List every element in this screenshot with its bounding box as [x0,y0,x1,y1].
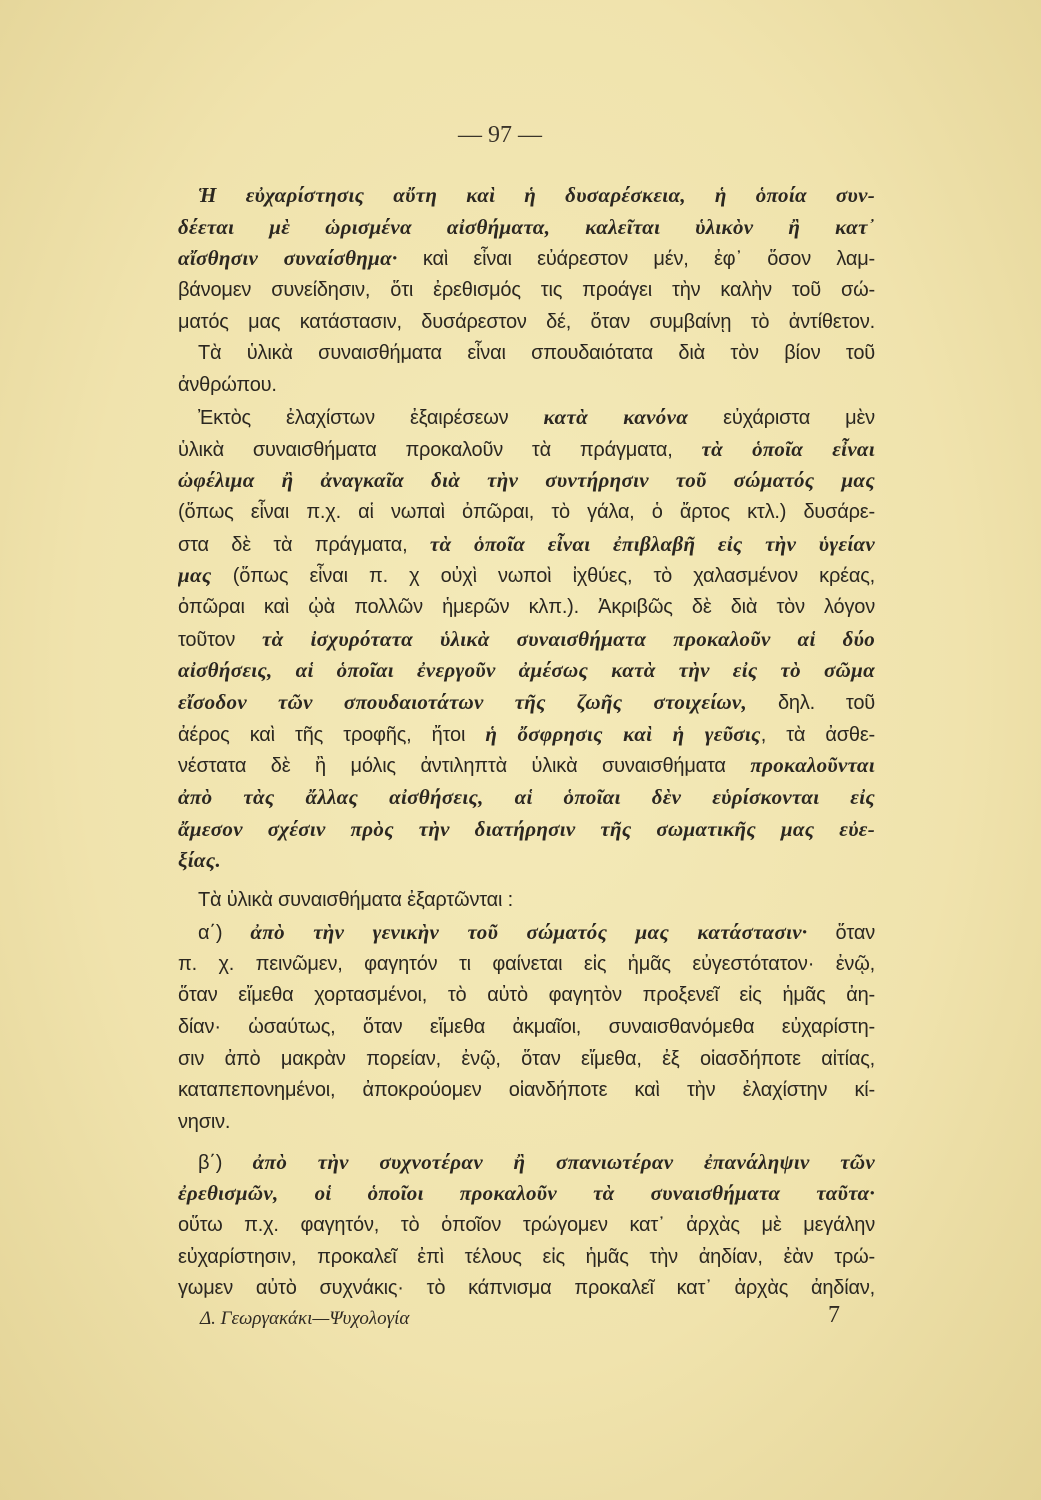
text-run: π. χ. πεινῶμεν, φαγητόν τι φαίνεται εἰς ἡμᾶς εὐγεστότατον· ἐνῷ, [178,952,875,975]
text-run: (ὅπως εἶναι π.χ. αἱ νωπαὶ ὀπῶραι, τὸ γάλα, ὁ ἄρτος κτλ.) δυσάρε- [178,500,875,523]
text-line [178,1012,875,1044]
text-line [178,434,875,466]
text-line [178,243,875,275]
text-run: Ἐκτὸς ἐλαχίστων ἐξαιρέσεων [198,406,544,429]
text-line [178,687,875,719]
text-line [178,624,875,656]
text-line [178,845,875,877]
text-line [178,560,875,592]
emphasized-text: ξίας. [178,848,221,873]
paragraph [178,180,875,338]
emphasized-text: τὰ ἰσχυρότατα ὑλικὰ συναισθήματα προκαλοῦν αἱ δύο [262,626,875,651]
text-line [178,592,875,624]
emphasized-text: προκαλοῦνται [750,753,875,778]
emphasized-text: ἀπὸ τὰς ἄλλας αἰσθήσεις, αἱ ὁποῖαι δὲν εὑρίσκονται εἰς [178,785,875,810]
text-line [178,1242,875,1274]
emphasized-text: ἡ ὄσφρησις καὶ ἡ γεῦσις [485,721,761,746]
emphasized-text: τὰ ὁποῖα εἶναι [701,436,875,461]
emphasized-text: ἀπὸ τὴν γενικὴν τοῦ σώματός μας κατάστασιν· [250,919,808,944]
paragraph [178,885,875,917]
text-line [178,1178,875,1210]
text-line [178,338,875,370]
text-run: εὐχαρίστησιν, προκαλεῖ ἐπὶ τέλους εἰς ἡμᾶς τὴν ἀηδίαν, ἐὰν τρώ- [178,1245,875,1268]
text-run: Τὰ ὑλικὰ συναισθήματα εἶναι σπουδαιότατα διὰ τὸν βίον τοῦ [198,342,875,365]
text-line [178,180,875,212]
text-line [178,465,875,497]
text-line [178,1210,875,1242]
text-run: ἀνθρώπου. [178,374,277,397]
text-line [178,949,875,981]
text-run: ὅταν εἴμεθα χορτασμένοι, τὸ αὐτὸ φαγητὸν προξενεῖ εἰς ἡμᾶς ἀη- [178,984,875,1007]
emphasized-text: κατὰ κανόνα [543,404,689,429]
text-line [178,1147,875,1179]
text-run: ὀπῶραι καὶ ᾠὰ πολλῶν ἡμερῶν κλπ.). Ἀκριβῶς δὲ διὰ τὸν λόγον [178,595,875,618]
text-line [178,402,875,434]
emphasized-text: ἐρεθισμῶν, οἱ ὁποῖοι προκαλοῦν τὰ συναισθήματα ταῦτα· [178,1181,875,1206]
text-run: δηλ. τοῦ [747,692,875,714]
footer-signature: Δ. Γεωργακάκι—Ψυχολογία [200,1308,410,1329]
text-run: καὶ εἶναι εὐάρεστον μέν, ἐφ᾽ ὅσον λαμ- [397,248,875,271]
text-line [178,782,875,814]
text-line [178,814,875,846]
text-line [178,885,875,917]
text-run: (ὅπως εἶναι π. χ οὐχὶ νωποὶ ἰχθύες, τὸ χαλασμένον κρέας, [211,565,875,588]
text-run: ὑλικὰ συναισθήματα προκαλοῦν τὰ πράγματα, [178,438,702,461]
text-line [178,529,875,561]
text-run: β΄) [198,1151,253,1174]
emphasized-text: μας [178,563,212,588]
text-run: στα δὲ τὰ πράγματα, [178,533,430,556]
emphasized-text: ὠφέλιμα ἢ ἀναγκαῖα διὰ τὴν συντήρησιν τοῦ σώματός μας [178,468,875,493]
text-line [178,1273,875,1305]
emphasized-text: ἀπὸ τὴν συχνοτέραν ἢ σπανιωτέραν ἐπανάληψιν τῶν [252,1149,875,1174]
text-line [178,655,875,687]
text-run: σιν ἀπὸ μακρὰν πορείαν, ἐνῷ, ὅταν εἴμεθα, ἐξ οἱασδήποτε αἰτίας, [178,1047,875,1070]
text-line [178,370,875,402]
text-line [178,212,875,244]
text-run: βάνομεν συνείδησιν, ὅτι ἐρεθισμός τις προάγει τὴν καλὴν τοῦ σώ- [178,279,875,302]
text-run: γωμεν αὐτὸ συχνάκις· τὸ κάπνισμα προκαλεῖ κατ᾽ ἀρχὰς ἀηδίαν, [178,1277,875,1300]
page-number: — 97 — [458,122,542,148]
emphasized-text: Ἡ εὐχαρίστησις αὔτη καὶ ἡ δυσαρέσκεια, ἡ ὁποία συν- [198,183,875,207]
text-run: δίαν· ὡσαύτως, ὅταν εἴμεθα ἀκμαῖοι, συναισθανόμεθα εὐχαρίστη- [178,1015,875,1038]
emphasized-text: εἴσοδον τῶν σπουδαιοτάτων τῆς ζωῆς στοιχείων, [178,690,748,714]
text-run: Τὰ ὑλικὰ συναισθήματα ἐξαρτῶνται : [198,889,513,912]
text-line [178,1044,875,1076]
text-run: ὅταν [807,921,875,944]
emphasized-text: δέεται μὲ ὡρισμένα αἰσθήματα, καλεῖται ὑλικὸν ἢ κατ᾽ [178,214,875,239]
paragraph [178,402,875,877]
text-run: καταπεπονημένοι, ἀποκρούομεν οἱανδήποτε καὶ τὴν ἐλαχίστην κί- [178,1079,875,1102]
emphasized-text: τὰ ὁποῖα εἶναι ἐπιβλαβῆ εἰς τὴν ὑγείαν [429,531,875,556]
text-run: ἀέρος καὶ τῆς τροφῆς, ἤτοι [178,723,486,746]
text-run: εὐχάριστα μὲν [688,406,875,429]
paragraph [178,917,875,1139]
text-line [178,1107,875,1139]
text-line [178,750,875,782]
sheet-number: 7 [828,1302,840,1328]
text-line [178,1075,875,1107]
text-run: ματός μας κατάστασιν, δυσάρεστον δέ, ὅταν συμβαίνῃ τὸ ἀντίθετον. [178,310,875,333]
text-run: α΄) [198,921,251,944]
text-run: νησιν. [178,1110,231,1133]
text-line [178,497,875,529]
text-line [178,917,875,949]
text-run: οὕτω π.χ. φαγητόν, τὸ ὁποῖον τρώγομεν κατ᾽ ἀρχὰς μὲ μεγάλην [178,1214,875,1236]
text-line [178,275,875,307]
text-run: νέστατα δὲ ἢ μόλις ἀντιληπτὰ ὑλικὰ συναισθήματα [178,755,751,778]
text-line [178,719,875,751]
paragraph [178,338,875,401]
text-run: , τὰ ἀσθε- [760,723,875,746]
paragraph [178,1147,875,1305]
emphasized-text: ἄμεσον σχέσιν πρὸς τὴν διατήρησιν τῆς σωματικῆς μας εὐε- [178,816,875,841]
text-run: τοῦτον [178,628,263,651]
text-line [178,307,875,339]
emphasized-text: αἰσθήσεις, αἱ ὁποῖαι ἐνεργοῦν ἀμέσως κατὰ τὴν εἰς τὸ σῶμα [178,658,875,683]
page-footer [200,1302,840,1330]
emphasized-text: αἴσθησιν συναίσθημα· [178,246,398,271]
body-text [178,180,875,1305]
text-line [178,980,875,1012]
